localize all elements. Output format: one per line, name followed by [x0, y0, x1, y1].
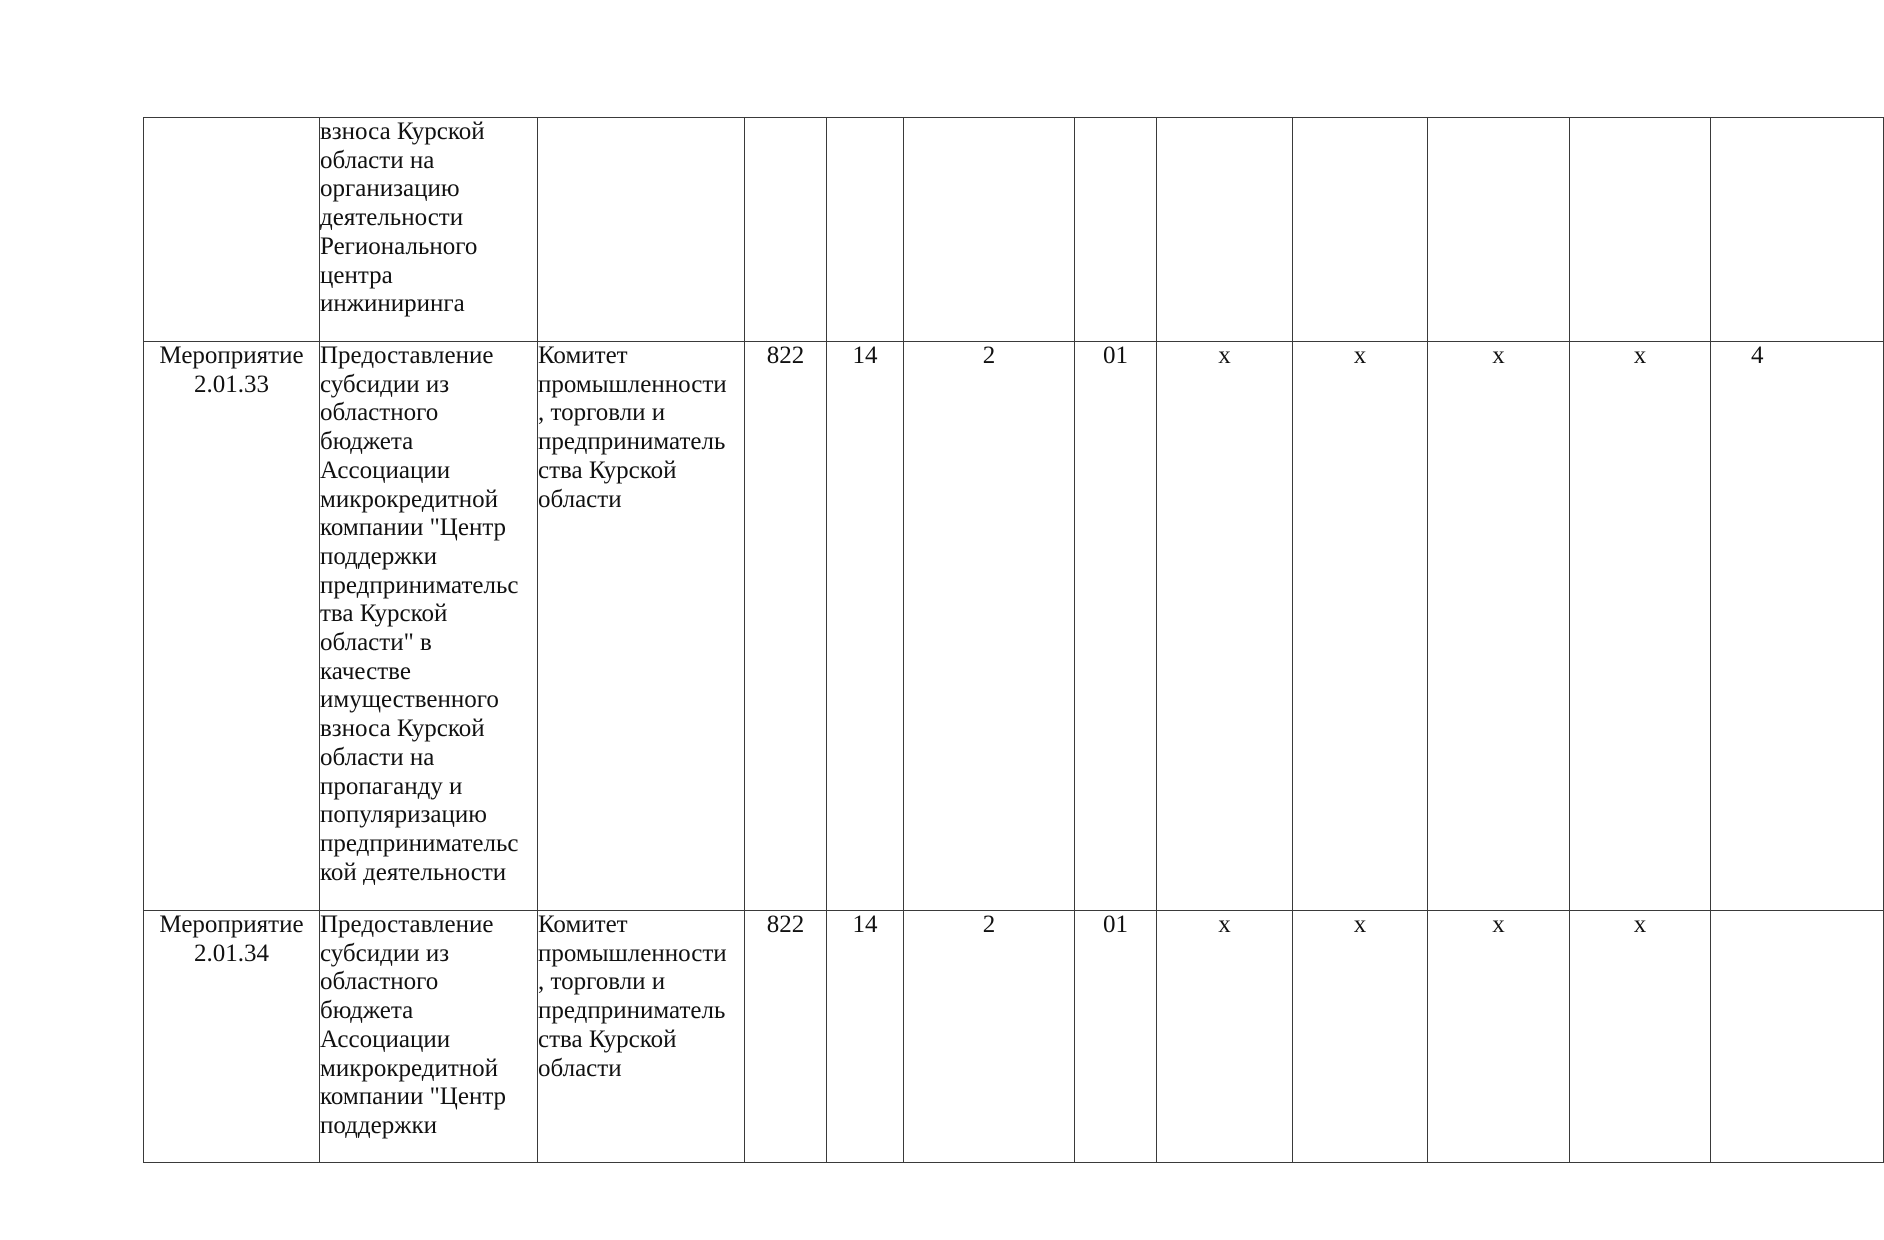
value-cell: [1157, 118, 1293, 342]
value-cell: х: [1428, 342, 1570, 911]
rz-cell: 14: [827, 911, 904, 1163]
responsible-cell: [538, 342, 745, 911]
grbs-cell: 822: [745, 911, 827, 1163]
value-cell: х: [1157, 342, 1293, 911]
event-code: 2.01.34: [194, 939, 269, 967]
value-cell: [1711, 911, 1884, 1163]
event-label: Мероприятие: [159, 911, 304, 938]
value-cell: х: [1293, 342, 1428, 911]
description-text: взноса Курской области на организацию деятельности Регионального центра инжиниринга: [320, 118, 485, 318]
pr-cell: 2: [904, 342, 1075, 911]
responsible-cell: [538, 118, 745, 342]
program-code-cell: 01: [1075, 342, 1157, 911]
event-cell: [144, 342, 320, 911]
description-cell: [320, 911, 538, 1163]
value-cell: [1570, 118, 1711, 342]
value-cell: х: [1293, 911, 1428, 1163]
table-row: [144, 342, 1884, 911]
grbs-cell: [745, 118, 827, 342]
budget-table: [143, 117, 1884, 1163]
responsible-text: Комитет промышленности , торговли и предприниматель ства Курской области: [538, 342, 727, 513]
value-cell: [1293, 118, 1428, 342]
value-cell: х: [1157, 911, 1293, 1163]
description-text: Предоставление субсидии из областного бюджета Ассоциации микрокредитной компании "Центр поддержки предпринимательс тва Курской области" в качестве имущественного взноса Курской области на пропаганду и популяризацию предпринимательс кой деятельности: [320, 342, 519, 886]
table-row: [144, 118, 1884, 342]
responsible-cell: [538, 911, 745, 1163]
value-cell: 4: [1711, 342, 1884, 911]
description-cell: [320, 342, 538, 911]
responsible-text: Комитет промышленности , торговли и предприниматель ства Курской области: [538, 911, 727, 1082]
pr-cell: 2: [904, 911, 1075, 1163]
event-label: Мероприятие: [159, 342, 304, 369]
pr-cell: [904, 118, 1075, 342]
grbs-cell: 822: [745, 342, 827, 911]
event-cell: [144, 911, 320, 1163]
program-code-cell: 01: [1075, 911, 1157, 1163]
value-cell: [1428, 118, 1570, 342]
description-text: Предоставление субсидии из областного бюджета Ассоциации микрокредитной компании "Центр поддержки: [320, 911, 507, 1139]
value-cell: х: [1570, 342, 1711, 911]
event-cell: [144, 118, 320, 342]
program-code-cell: [1075, 118, 1157, 342]
rz-cell: 14: [827, 342, 904, 911]
description-cell: [320, 118, 538, 342]
value-cell: х: [1428, 911, 1570, 1163]
value-cell: [1711, 118, 1884, 342]
value-cell: х: [1570, 911, 1711, 1163]
table-row: [144, 911, 1884, 1163]
rz-cell: [827, 118, 904, 342]
event-code: 2.01.33: [194, 370, 269, 398]
